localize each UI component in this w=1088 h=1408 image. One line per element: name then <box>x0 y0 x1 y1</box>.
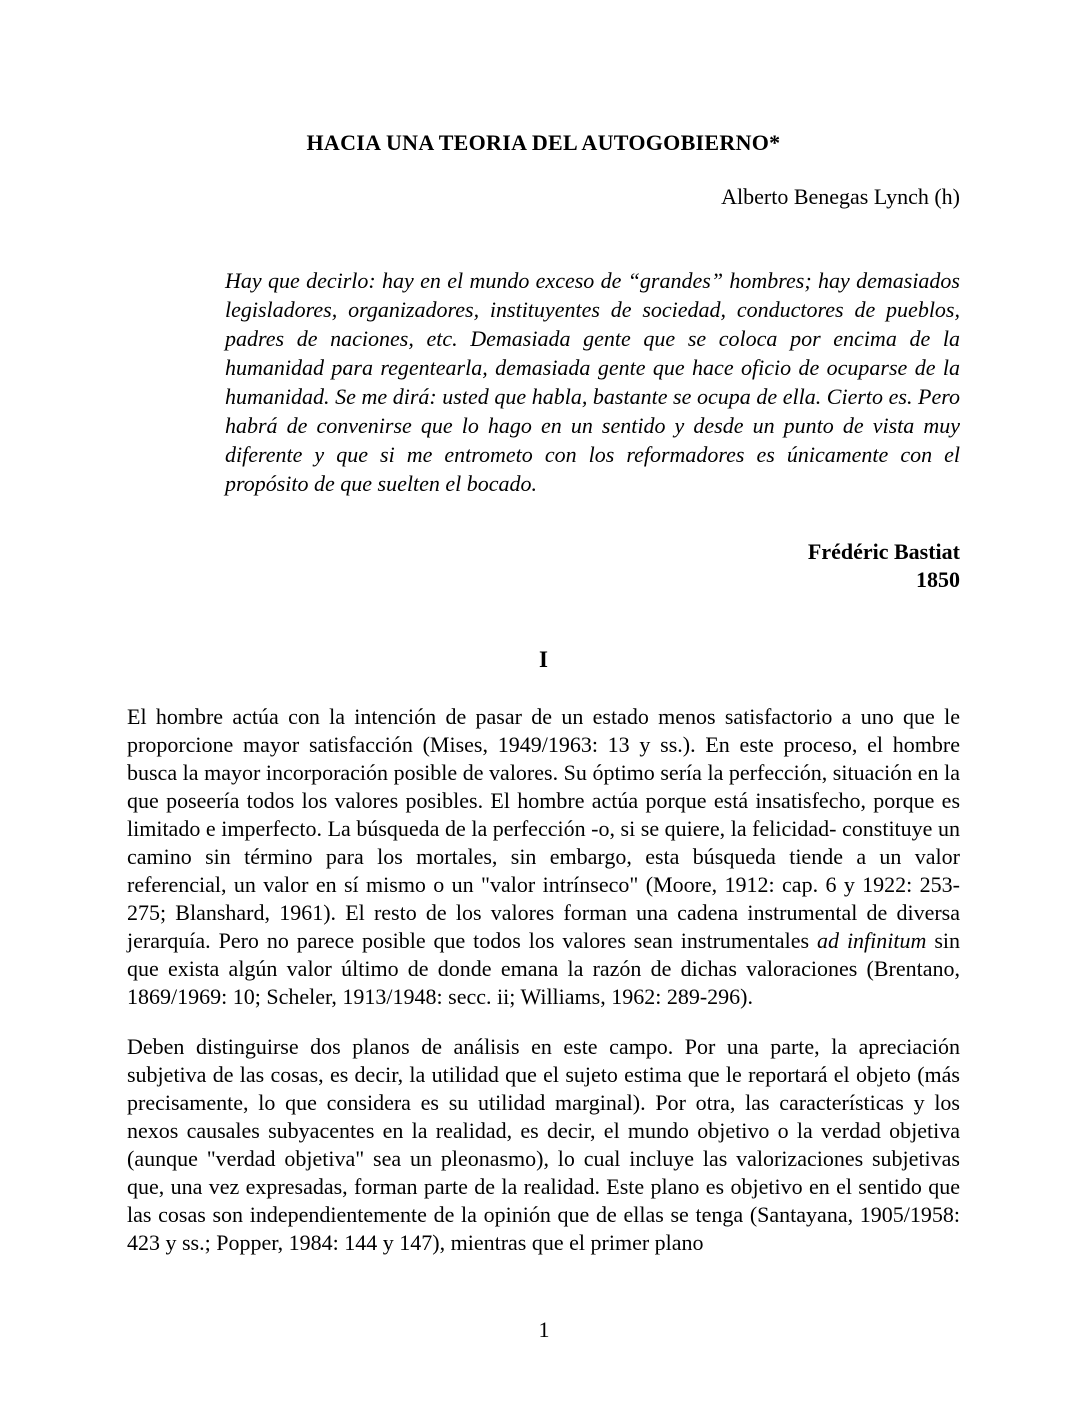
epigraph-quote: Hay que decirlo: hay en el mundo exceso de “grandes” hombres; hay demasiados legisladores, organizadores, instituyentes de sociedad, conductores de pueblos, padres de naciones, etc. Demasiada gente que se coloca por encima de la humanidad para regentearla, demasiada gente que hace oficio de ocuparse de la humanidad. Se me dirá: usted que habla, bastante se ocupa de ella. Cierto es. Pero habrá de convenirse que lo hago en un sentido y desde un punto de vista muy diferente y que si me entrometo con los reformadores es únicamente con el propósito de que suelten el bocado. <box>225 268 960 496</box>
author-line: Alberto Benegas Lynch (h) <box>721 184 960 209</box>
section-heading: I <box>539 647 548 672</box>
document-body <box>127 703 960 1257</box>
page-number: 1 <box>538 1317 550 1342</box>
attribution-name: Frédéric Bastiat <box>807 539 960 564</box>
body-paragraph: Deben distinguirse dos planos de análisis en este campo. Por una parte, la apreciación subjetiva de las cosas, es decir, la utilidad que el sujeto estima que le reportará el objeto (más precisamente, lo que considera es su utilidad marginal). Por otra, las características y los nexos causales subyacentes en la realidad, es decir, el mundo objetivo o la verdad objetiva (aunque "verdad objetiva" sea un pleonasmo), lo cual incluye las valorizaciones subjetivas que, una vez expresadas, forman parte de la realidad. Este plano es objetivo en el sentido que las cosas son independientemente de la opinión que de ellas se tenga (Santayana, 1905/1958: 423 y ss.; Popper, 1984: 144 y 147), mientras que el primer plano <box>127 1034 960 1255</box>
document-title: HACIA UNA TEORIA DEL AUTOGOBIERNO* <box>306 130 781 155</box>
body-paragraph: El hombre actúa con la intención de pasar de un estado menos satisfactorio a uno que le proporcione mayor satisfacción (Mises, 1949/1963: 13 y ss.). En este proceso, el hombre busca la mayor incorporación posible de valores. Su óptimo sería la perfección, situación en la que poseería todos los valores posibles. El hombre actúa porque está insatisfecho, porque es limitado e imperfecto. La búsqueda de la perfección -o, si se quiere, la felicidad- constituye un camino sin término para los mortales, sin embargo, esta búsqueda tiende a un valor referencial, un valor en sí mismo o un "valor intrínseco" (Moore, 1912: cap. 6 y 1922: 253-275; Blanshard, 1961). El resto de los valores forman una cadena instrumental de diversa jerarquía. Pero no parece posible que todos los valores sean instrumentales ad infinitum sin que exista algún valor último de donde emana la razón de dichas valoraciones (Brentano, 1869/1969: 10; Scheler, 1913/1948: secc. ii; Williams, 1962: 289-296). <box>127 704 960 1009</box>
attribution-year: 1850 <box>916 567 960 592</box>
epigraph-attribution <box>127 538 960 594</box>
